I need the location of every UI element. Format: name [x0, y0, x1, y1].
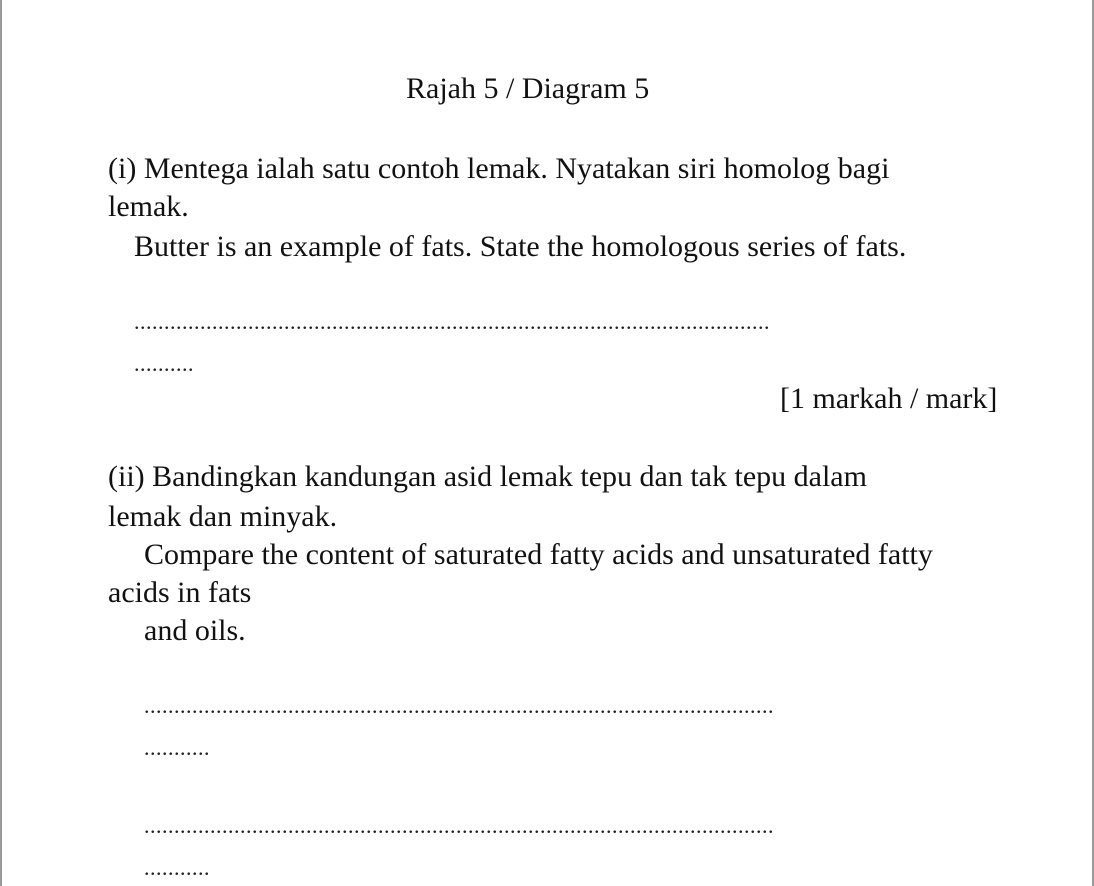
question-ii-english-line-1: Compare the content of saturated fatty acids and unsaturated fatty [144, 538, 933, 571]
diagram-caption: Rajah 5 / Diagram 5 [406, 72, 650, 105]
question-ii-english-line-3: and oils. [144, 614, 246, 647]
question-ii-answer-line-1[interactable]: ......................................................................................................... [144, 694, 774, 718]
question-i-english-line-1: Butter is an example of fats. State the homologous series of fats. [134, 230, 907, 263]
question-i-malay-line-1: (i) Mentega ialah satu contoh lemak. Nyatakan siri homolog bagi [108, 152, 890, 185]
question-ii-answer-line-2[interactable]: ........... [144, 736, 210, 760]
question-ii-malay-line-2: lemak dan minyak. [108, 500, 338, 533]
question-ii-english-line-2: acids in fats [108, 576, 252, 609]
question-ii-answer-line-4[interactable]: ........... [144, 856, 210, 880]
question-ii-answer-line-3[interactable]: ......................................................................................................... [144, 814, 774, 838]
question-i-marks: [1 markah / mark] [780, 382, 998, 415]
question-i-malay-line-2: lemak. [108, 190, 189, 223]
question-i-answer-line-2[interactable]: .......... [134, 352, 194, 376]
question-i-answer-line-1[interactable]: .......................................................................................................... [134, 310, 770, 334]
question-ii-malay-line-1: (ii) Bandingkan kandungan asid lemak tepu dan tak tepu dalam [108, 460, 867, 493]
